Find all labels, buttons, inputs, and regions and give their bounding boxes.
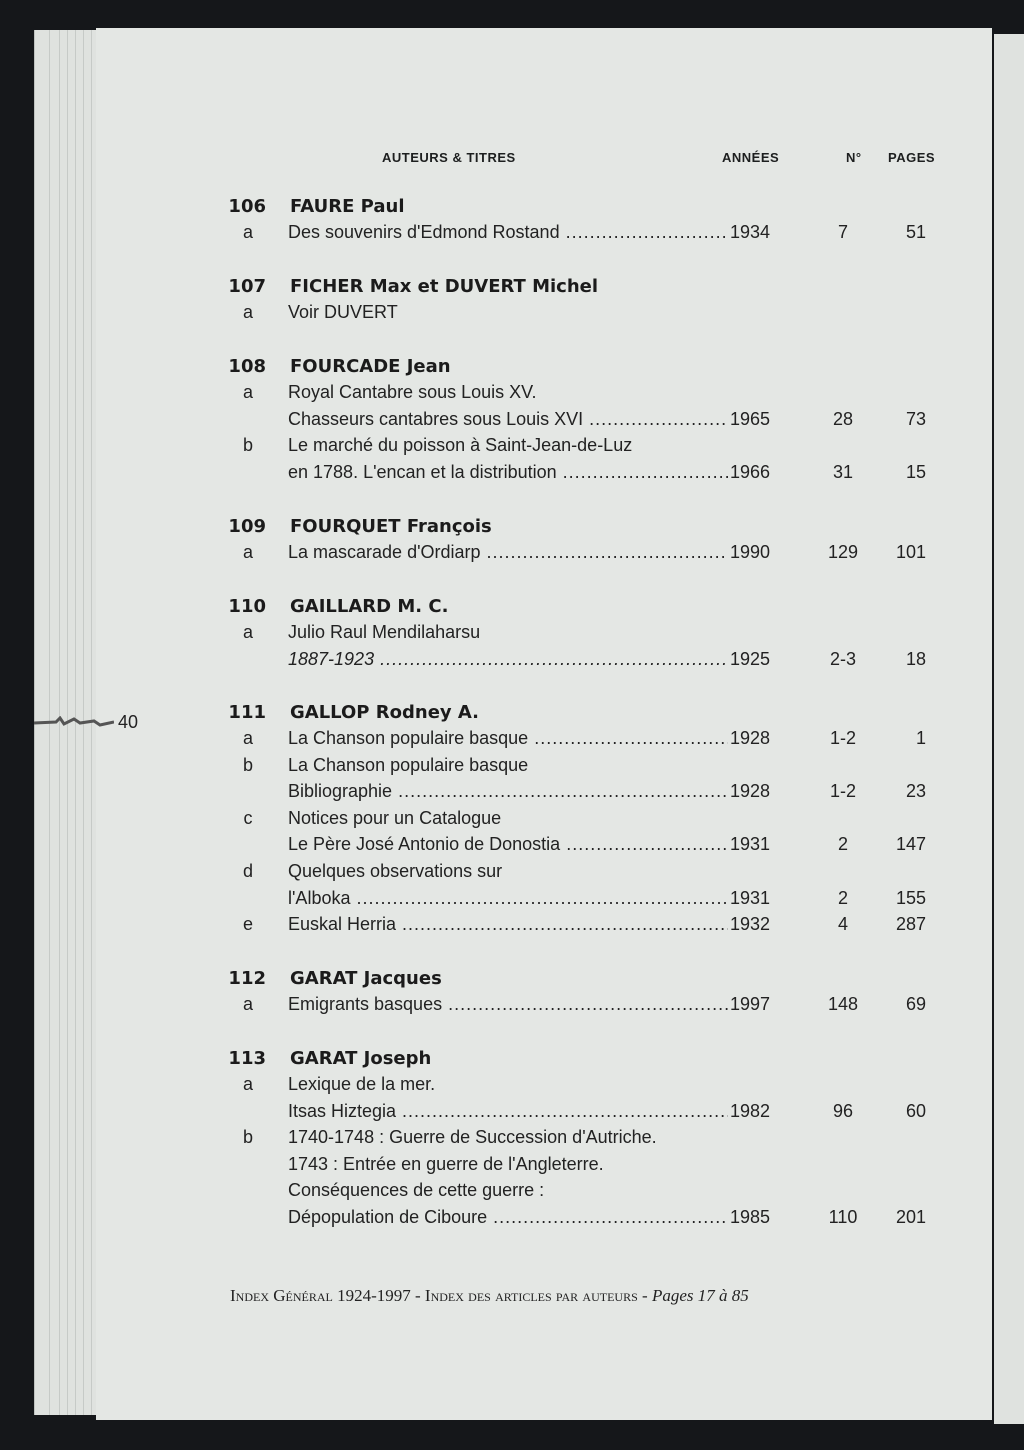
article-year: 1928 — [730, 728, 771, 748]
article-letter: a — [242, 542, 253, 562]
entry-number: 110 — [228, 596, 266, 617]
article-year: 1928 — [730, 781, 771, 802]
entry-number: 108 — [228, 356, 266, 377]
article-row — [0, 861, 1024, 887]
article-row — [0, 728, 1024, 754]
article-letter: b — [242, 754, 253, 775]
article-letter: a — [242, 222, 253, 242]
article-letter: b — [242, 1127, 253, 1148]
article-issue-number: 96 — [832, 1100, 854, 1121]
entry-number: 113 — [228, 1048, 266, 1069]
article-page: 287 — [895, 914, 926, 935]
article-letter: a — [242, 382, 253, 402]
entry-number: 111 — [228, 702, 266, 723]
header-number: N° — [846, 150, 862, 165]
article-title: Notices pour un Catalogue — [288, 807, 502, 828]
article-page: 15 — [905, 461, 926, 482]
article-page: 18 — [905, 648, 926, 669]
article-row — [0, 462, 1024, 488]
article-issue-number: 28 — [832, 408, 854, 429]
article-page: 69 — [905, 994, 926, 1014]
entry-author: FOURCADE Jean — [290, 356, 451, 377]
article-letter: a — [242, 1074, 253, 1094]
article-title: Euskal Herria ..... — [288, 914, 728, 935]
article-title: Des souvenirs d'Edmond Rostand ..... — [288, 222, 728, 243]
article-title: Conséquences de cette guerre : — [288, 1180, 545, 1201]
page-footer — [230, 1286, 749, 1306]
article-letter: b — [242, 435, 253, 456]
entry-author: GAILLARD M. C. — [290, 596, 449, 617]
article-year: 1990 — [730, 542, 771, 562]
article-issue-number: 2 — [837, 834, 848, 855]
article-issue-number: 110 — [828, 1207, 858, 1227]
article-title: La mascarade d'Ordiarp ..... — [288, 542, 728, 563]
article-issue-number: 129 — [827, 542, 859, 562]
article-row — [0, 1207, 1024, 1233]
article-title: Quelques observations sur — [288, 861, 503, 881]
article-row — [0, 302, 1024, 328]
article-row — [0, 649, 1024, 675]
article-letter: a — [242, 728, 253, 748]
article-title: Voir DUVERT — [288, 302, 398, 322]
article-page: 101 — [895, 542, 926, 562]
article-row — [0, 888, 1024, 914]
article-row — [0, 834, 1024, 860]
article-row — [0, 622, 1024, 648]
article-title: Emigrants basques ..... — [288, 994, 728, 1015]
article-letter: a — [242, 302, 253, 322]
entry-number: 109 — [228, 516, 266, 537]
article-year: 1966 — [730, 461, 771, 482]
header-pages: PAGES — [888, 150, 936, 165]
article-year: 1931 — [730, 834, 771, 855]
article-title: Bibliographie ..... — [288, 781, 728, 802]
article-year: 1931 — [730, 887, 771, 908]
entry-author: GARAT Joseph — [290, 1048, 432, 1069]
article-letter: c — [243, 807, 253, 828]
article-title: Lexique de la mer. — [288, 1074, 436, 1094]
article-title: Le Père José Antonio de Donostia ..... — [288, 834, 728, 855]
article-row — [0, 808, 1024, 834]
article-row — [0, 755, 1024, 781]
article-row — [0, 1127, 1024, 1153]
header-years: ANNÉES — [722, 150, 780, 165]
article-row — [0, 1101, 1024, 1127]
article-letter: d — [242, 861, 253, 881]
article-title: Royal Cantabre sous Louis XV. — [288, 382, 537, 402]
article-title: 1743 : Entrée en guerre de l'Angleterre. — [288, 1153, 604, 1174]
footer-title: Index Général 1924-1997 - Index des articles par auteurs - — [230, 1286, 652, 1305]
article-year: 1934 — [730, 222, 771, 242]
entry-author: FOURQUET François — [290, 516, 492, 537]
article-title: 1887-1923 ..... — [288, 649, 728, 670]
article-issue-number: 148 — [827, 994, 859, 1014]
entry-number: 107 — [228, 276, 266, 297]
article-row — [0, 222, 1024, 248]
article-page: 73 — [905, 408, 926, 429]
article-row — [0, 382, 1024, 408]
article-row — [0, 1154, 1024, 1180]
entry-author: GARAT Jacques — [290, 968, 442, 989]
article-issue-number: 7 — [837, 222, 848, 242]
article-issue-number: 4 — [837, 914, 848, 935]
article-row — [0, 994, 1024, 1020]
header-authors-titles: AUTEURS & TITRES — [382, 150, 516, 165]
article-issue-number: 31 — [832, 461, 854, 482]
article-letter: a — [242, 994, 253, 1014]
article-title: Le marché du poisson à Saint-Jean-de-Luz — [288, 435, 633, 456]
article-year: 1982 — [730, 1100, 771, 1121]
thumb-index-tab — [34, 716, 114, 728]
footer-pages: Pages 17 à 85 — [651, 1286, 749, 1305]
article-title: Dépopulation de Ciboure ..... — [288, 1207, 728, 1228]
article-page: 23 — [905, 781, 926, 802]
article-page: 60 — [905, 1100, 926, 1121]
article-page: 1 — [915, 728, 926, 748]
article-year: 1985 — [730, 1207, 771, 1227]
article-year: 1932 — [730, 914, 771, 935]
entry-author: FAURE Paul — [290, 196, 405, 217]
entry-author: FICHER Max et DUVERT Michel — [290, 276, 599, 297]
article-page: 147 — [895, 834, 926, 855]
entry-number: 112 — [228, 968, 266, 989]
article-title: en 1788. L'encan et la distribution ..... — [288, 462, 728, 483]
side-page-number: 40 — [118, 712, 139, 732]
article-issue-number: 1-2 — [829, 728, 856, 748]
article-title: 1740-1748 : Guerre de Succession d'Autriche. — [288, 1127, 657, 1148]
article-title: La Chanson populaire basque ..... — [288, 728, 728, 749]
article-issue-number: 2 — [837, 887, 848, 908]
article-row — [0, 409, 1024, 435]
article-row — [0, 781, 1024, 807]
article-title: Itsas Hiztegia ..... — [288, 1101, 728, 1122]
entry-author: GALLOP Rodney A. — [290, 702, 479, 723]
article-title: l'Alboka ..... — [288, 888, 728, 909]
entry-number: 106 — [228, 196, 266, 217]
article-year: 1925 — [730, 648, 771, 669]
article-row — [0, 1180, 1024, 1206]
article-page: 201 — [895, 1207, 926, 1227]
article-page: 155 — [895, 887, 926, 908]
article-year: 1997 — [730, 994, 771, 1014]
article-year: 1965 — [730, 408, 771, 429]
article-title: Chasseurs cantabres sous Louis XVI ..... — [288, 409, 728, 430]
article-row — [0, 435, 1024, 461]
article-issue-number: 1-2 — [829, 781, 856, 802]
article-letter: e — [242, 914, 253, 935]
article-row — [0, 1074, 1024, 1100]
article-issue-number: 2-3 — [829, 648, 856, 669]
article-letter: a — [242, 622, 253, 642]
article-row — [0, 542, 1024, 568]
article-page: 51 — [905, 222, 926, 242]
article-row — [0, 914, 1024, 940]
article-title: Julio Raul Mendilaharsu — [288, 622, 481, 642]
article-title: La Chanson populaire basque — [288, 754, 529, 775]
